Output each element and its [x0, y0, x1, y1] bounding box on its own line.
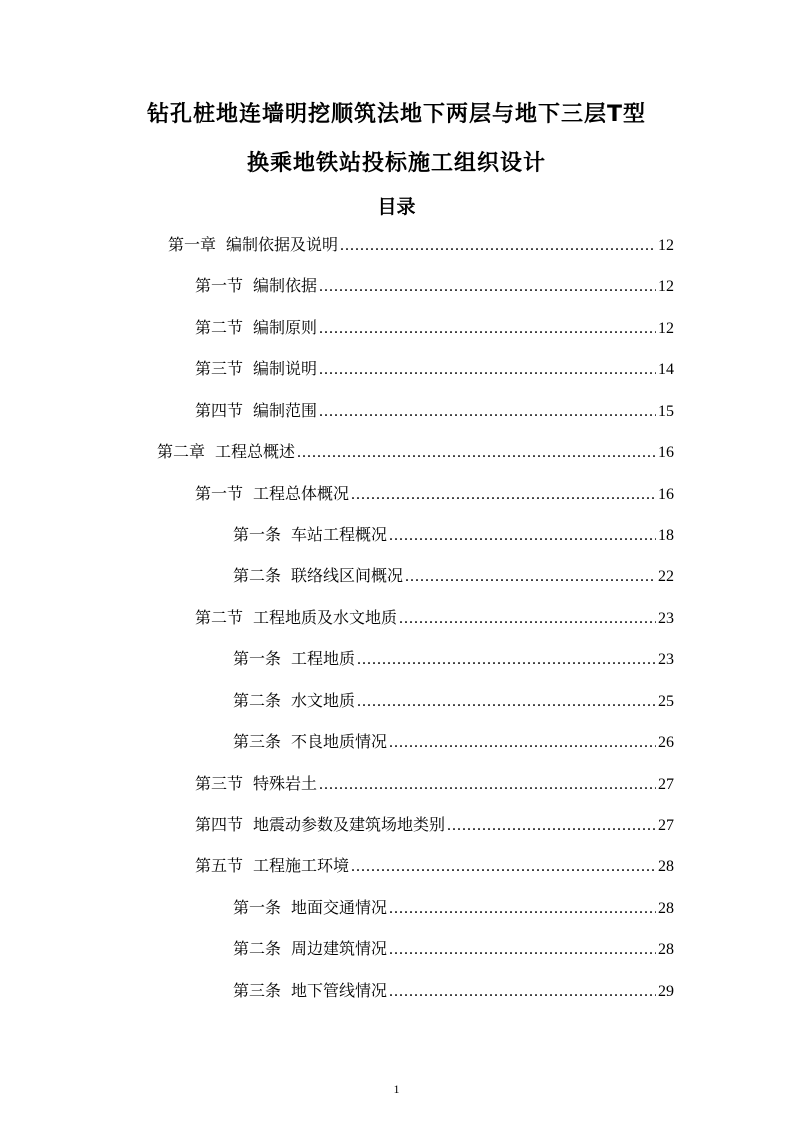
toc-entry-page: 18 [658, 527, 674, 544]
toc-leader-dots [405, 566, 656, 588]
toc-entry-number: 第二节 [195, 318, 244, 337]
toc-entry-number: 第三条 [233, 732, 282, 751]
toc-entry-title: 车站工程概况 [291, 525, 388, 544]
toc-entry-page: 23 [658, 651, 674, 668]
toc-entry-title: 编制说明 [253, 359, 318, 378]
toc-entry-page: 12 [658, 320, 674, 337]
toc-entry-page: 23 [658, 610, 674, 627]
page-number: 1 [393, 1082, 400, 1096]
toc-entry-page: 25 [658, 693, 674, 710]
toc-entry-page: 26 [658, 734, 674, 751]
document-title-line-2: 换乘地铁站投标施工组织设计 [246, 151, 546, 176]
toc-entry-page: 27 [658, 817, 674, 834]
toc-entry-section[interactable] [195, 400, 674, 422]
toc-entry-page: 28 [658, 941, 674, 958]
toc-entry-number: 第二章 [157, 442, 206, 461]
toc-entry-number: 第一节 [195, 484, 244, 503]
toc-leader-dots [351, 484, 656, 506]
toc-entry-chapter[interactable] [157, 441, 674, 463]
toc-entry-number: 第二条 [233, 691, 282, 710]
toc-entry-title: 工程地质及水文地质 [253, 608, 398, 627]
toc-entry-title: 编制依据 [253, 276, 318, 295]
toc-entry-title: 工程施工环境 [253, 856, 350, 875]
toc-leader-dots [389, 525, 656, 547]
toc-entry-title: 地下管线情况 [291, 981, 388, 1000]
toc-entry-title: 工程地质 [291, 649, 356, 668]
toc-leader-dots [319, 359, 656, 381]
toc-entry-article[interactable] [233, 897, 674, 919]
toc-entry-number: 第一条 [233, 649, 282, 668]
toc-entry-title: 周边建筑情况 [291, 939, 388, 958]
toc-entry-title: 工程总体概况 [253, 484, 350, 503]
toc-entry-title: 不良地质情况 [291, 732, 388, 751]
toc-entry-section[interactable] [195, 483, 674, 505]
toc-entry-section[interactable] [195, 773, 674, 795]
toc-entry-number: 第三条 [233, 981, 282, 1000]
toc-entry-page: 12 [658, 237, 674, 254]
toc-leader-dots [319, 401, 656, 423]
toc-leader-dots [297, 442, 656, 464]
toc-leader-dots [447, 815, 656, 837]
toc-entry-section[interactable] [195, 855, 674, 877]
toc-entry-number: 第二节 [195, 608, 244, 627]
toc-entry-page: 16 [658, 444, 674, 461]
toc-leader-dots [357, 691, 656, 713]
toc-entry-number: 第三节 [195, 774, 244, 793]
toc-entry-section[interactable] [195, 814, 674, 836]
toc-entry-number: 第四节 [195, 401, 244, 420]
toc-entry-number: 第一章 [168, 235, 217, 254]
toc-leader-dots [389, 732, 656, 754]
toc-entry-number: 第五节 [195, 856, 244, 875]
toc-entry-page: 16 [658, 486, 674, 503]
toc-leader-dots [389, 939, 656, 961]
toc-entry-article[interactable] [233, 524, 674, 546]
toc-entry-page: 28 [658, 900, 674, 917]
toc-leader-dots [319, 318, 656, 340]
toc-entry-section[interactable] [195, 317, 674, 339]
toc-entry-number: 第二条 [233, 939, 282, 958]
toc-leader-dots [399, 608, 656, 630]
toc-leader-dots [340, 235, 656, 257]
toc-leader-dots [389, 898, 656, 920]
toc-entry-section[interactable] [195, 607, 674, 629]
toc-entry-number: 第四节 [195, 815, 244, 834]
toc-entry-article[interactable] [233, 938, 674, 960]
toc-entry-title: 编制依据及说明 [226, 235, 339, 254]
toc-entry-number: 第三节 [195, 359, 244, 378]
toc-entry-page: 29 [658, 983, 674, 1000]
toc-leader-dots [319, 774, 656, 796]
toc-entry-title: 水文地质 [291, 691, 356, 710]
toc-entry-page: 12 [658, 278, 674, 295]
toc-entry-number: 第二条 [233, 566, 282, 585]
toc-leader-dots [351, 856, 656, 878]
toc-entry-chapter[interactable] [168, 234, 674, 256]
toc-entry-article[interactable] [233, 648, 674, 670]
toc-entry-section[interactable] [195, 358, 674, 380]
toc-entry-article[interactable] [233, 731, 674, 753]
toc-entry-title: 地面交通情况 [291, 898, 388, 917]
toc-entry-title: 联络线区间概况 [291, 566, 404, 585]
toc-entry-title: 编制范围 [253, 401, 318, 420]
toc-entry-section[interactable] [195, 275, 674, 297]
document-title-line-1: 钻孔桩地连墙明挖顺筑法地下两层与地下三层T型 [146, 102, 646, 127]
toc-entry-number: 第一节 [195, 276, 244, 295]
toc-entry-page: 15 [658, 403, 674, 420]
toc-entry-page: 28 [658, 858, 674, 875]
toc-entry-page: 27 [658, 776, 674, 793]
toc-entry-number: 第一条 [233, 525, 282, 544]
toc-entry-page: 22 [658, 568, 674, 585]
toc-entry-page: 14 [658, 361, 674, 378]
toc-entry-article[interactable] [233, 565, 674, 587]
toc-leader-dots [357, 649, 656, 671]
toc-entry-article[interactable] [233, 980, 674, 1002]
toc-entry-number: 第一条 [233, 898, 282, 917]
toc-heading: 目录 [377, 196, 416, 218]
toc-entry-title: 工程总概述 [215, 442, 296, 461]
toc-leader-dots [319, 276, 656, 298]
toc-leader-dots [389, 981, 656, 1003]
toc-entry-article[interactable] [233, 690, 674, 712]
toc-entry-title: 编制原则 [253, 318, 318, 337]
toc-entry-title: 地震动参数及建筑场地类别 [253, 815, 446, 834]
toc-entry-title: 特殊岩土 [253, 774, 318, 793]
